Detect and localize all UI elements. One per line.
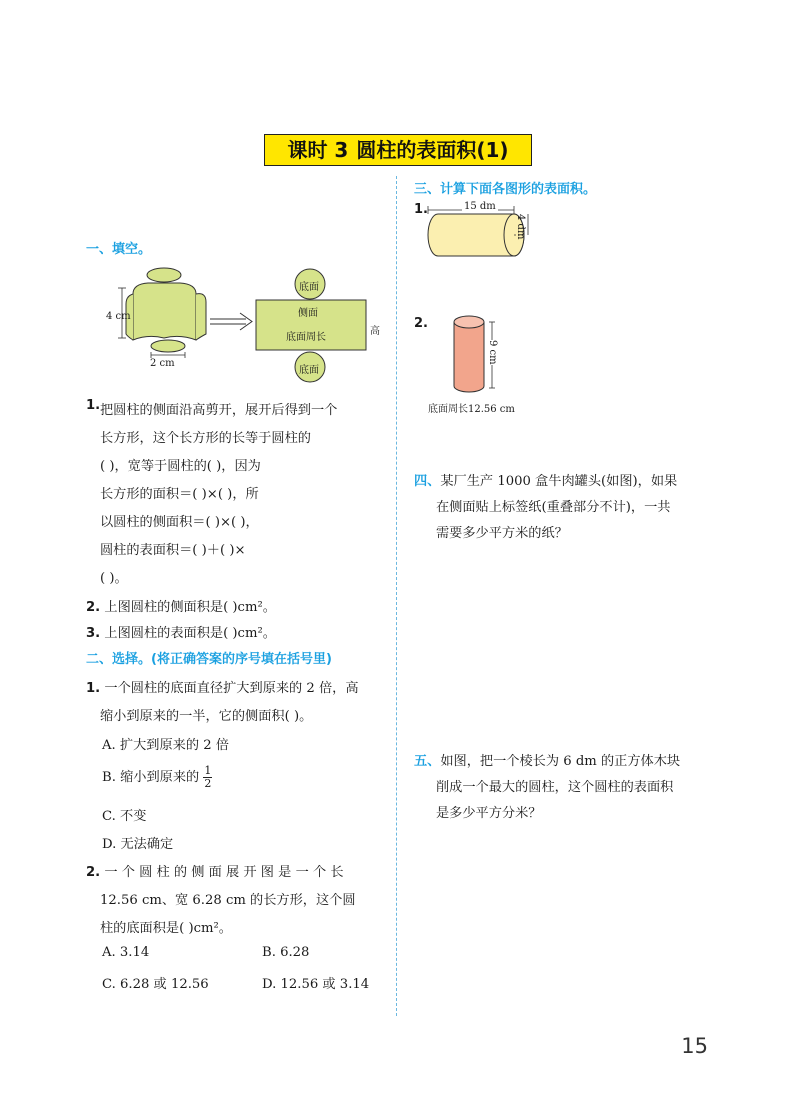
bottom-base-label: 底面 [299,365,319,376]
length-label: 底面周长 [286,332,326,343]
s2-q1-line1: 1. 一个圆柱的底面直径扩大到原来的 2 倍，高 [86,681,359,696]
vertical-cylinder-figure [448,312,508,398]
diameter-label: 2 cm [150,358,175,369]
s2-q1-option-a: A. 扩大到原来的 2 倍 [102,738,229,753]
s3-fig1-num: 1. [414,202,428,217]
fig1-length-label: 15 dm [464,201,496,212]
section5-label: 五、 [414,754,441,769]
s2-q1-line2: 缩小到原来的一半，它的侧面积( )。 [100,709,313,724]
s2-q1-option-c: C. 不变 [102,809,147,824]
section4-line2: 在侧面贴上标签纸(重叠部分不计)，一共 [436,500,671,515]
s3-fig2-num: 2. [414,316,428,331]
fig1-dim-label: 4 dm [515,214,526,240]
s1-q2: 2. 上图圆柱的侧面积是( )cm²。 [86,600,276,615]
s2-q2-option-b: B. 6.28 [262,945,310,960]
s1-q3: 3. 上图圆柱的表面积是( )cm²。 [86,626,276,641]
section5-line2: 削成一个最大的圆柱，这个圆柱的表面积 [436,780,674,795]
s2-q2-line2: 12.56 cm、宽 6.28 cm 的长方形，这个圆 [100,893,356,908]
side-label: 侧面 [298,308,318,319]
s2-q2-option-d: D. 12.56 或 3.14 [262,977,370,992]
fig2-caption: 底面周长12.56 cm [428,404,515,415]
height-side-label: 高 [370,326,380,337]
s1-q1-line4: 长方形的面积＝( )×( )，所 [100,487,259,502]
section3-heading: 三、计算下面各图形的表面积。 [414,182,597,197]
height-label: 4 cm [106,311,131,322]
cylinder-drawing [118,268,206,358]
lesson-number: 课时 3 [287,138,349,162]
section5-line3: 是多少平方分米？ [436,806,542,821]
s1-q1-num: 1. [86,398,101,413]
s1-q1-line1: 把圆柱的侧面沿高剪开，展开后得到一个 [100,403,338,418]
page-number: 15 [681,1034,708,1058]
s2-q1-option-d: D. 无法确定 [102,837,174,852]
section4-label: 四、 [414,474,441,489]
fig2-height-label: 9 cm [487,340,498,365]
s1-q1-line5: 以圆柱的侧面积＝( )×( )， [100,515,259,530]
cylinder-net-figure [98,262,394,388]
section2-heading: 二、选择。(将正确答案的序号填在括号里) [86,652,332,667]
section4-line1: 四、某厂生产 1000 盒牛肉罐头(如图)，如果 [414,474,678,489]
top-base-label: 底面 [299,282,319,293]
s1-q1-line7: ( )。 [100,571,128,586]
section5-line1: 五、如图，把一个棱长为 6 dm 的正方体木块 [414,754,681,769]
fraction-one-half: $\frac{1}{2}$ [204,764,212,790]
s2-q1-option-b: B. 缩小到原来的 $\frac{1}{2}$ [102,764,212,790]
s1-q1-line3: ( )，宽等于圆柱的( )，因为 [100,459,261,474]
transform-arrow-icon [210,313,252,330]
lesson-topic: 圆柱的表面积(1) [356,138,509,162]
section1-heading: 一、填空。 [86,242,152,257]
column-divider [396,176,397,1016]
s2-q2-line3: 柱的底面积是( )cm²。 [100,921,232,936]
s2-q2-option-c: C. 6.28 或 12.56 [102,977,209,992]
s2-q2-line1: 2. 一 个 圆 柱 的 侧 面 展 开 图 是 一 个 长 [86,865,344,880]
s1-q1-line6: 圆柱的表面积＝( )＋( )× [100,543,246,558]
lesson-title [264,134,532,166]
s1-q1-line2: 长方形，这个长方形的长等于圆柱的 [100,431,311,446]
s2-q2-option-a: A. 3.14 [102,945,150,960]
section4-line3: 需要多少平方米的纸？ [436,526,568,541]
s1-q1 [86,392,100,420]
